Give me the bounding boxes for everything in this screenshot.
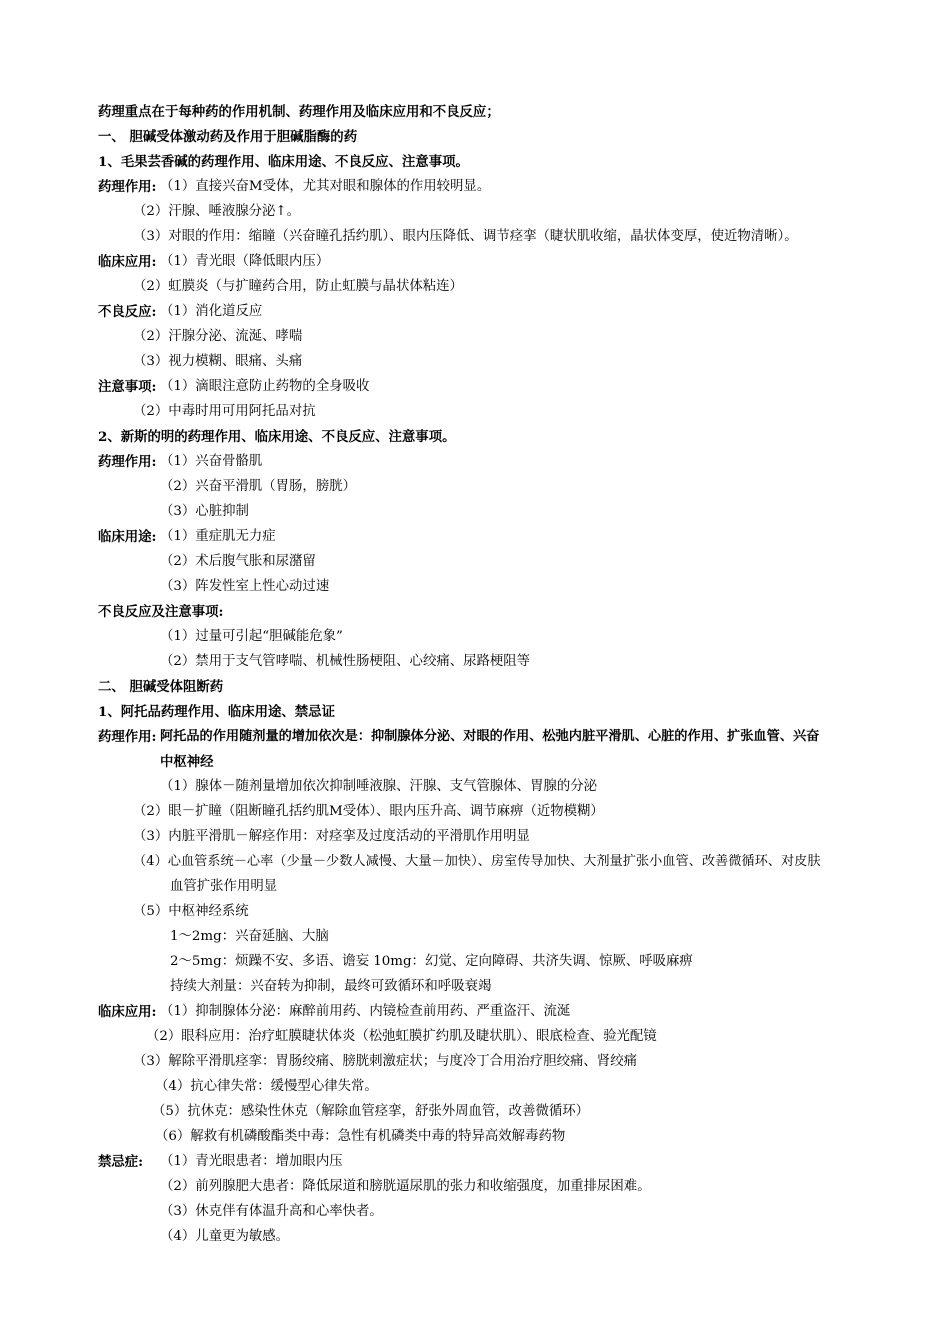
item-label: 临床应用:	[98, 254, 157, 270]
question-heading: 1、毛果芸香碱的药理作用、临床用途、不良反应、注意事项。	[98, 154, 469, 170]
list-item: （3）休克伴有体温升高和心率快者。	[160, 1204, 383, 1219]
item-label: 药理作用:	[98, 729, 157, 745]
list-item: （1）滴眼注意防止药物的全身吸收	[160, 379, 370, 394]
item-label: 注意事项:	[98, 379, 157, 395]
item-label: 不良反应:	[98, 304, 157, 320]
question-heading: 2、新斯的明的药理作用、临床用途、不良反应、注意事项。	[98, 429, 456, 445]
list-subitem: 持续大剂量：兴奋转为抑制，最终可致循环和呼吸衰竭	[170, 979, 492, 994]
list-item: （1）过量可引起“胆碱能危象”	[160, 629, 343, 644]
item-label: 药理作用:	[98, 179, 157, 195]
list-item: （2）前列腺肥大患者：降低尿道和膀胱逼尿肌的张力和收缩强度，加重排尿困难。	[160, 1179, 651, 1194]
list-item-cont: 血管扩张作用明显	[170, 879, 278, 894]
list-item: （4）心血管系统－心率（少量－少数人减慢、大量－加快）、房室传导加快、大剂量扩张小血管、改善微循环、对皮肤	[133, 854, 821, 869]
list-item: （2）汗腺、唾液腺分泌↑。	[133, 204, 301, 219]
question-heading: 1、阿托品药理作用、临床用途、禁忌证	[98, 704, 335, 720]
list-item: （3）视力模糊、眼痛、头痛	[133, 354, 303, 369]
list-item: （3）心脏抑制	[160, 504, 249, 519]
list-item: （2）术后腹气胀和尿潴留	[160, 554, 316, 569]
list-item: （1）消化道反应	[160, 304, 263, 319]
list-item: （1）兴奋骨骼肌	[160, 454, 263, 469]
list-item: （1）抑制腺体分泌：麻醉前用药、内镜检查前用药、严重盗汗、流涎	[160, 1004, 571, 1019]
list-item: （4）抗心律失常：缓慢型心律失常。	[155, 1079, 378, 1094]
dose-order-summary-cont: 中枢神经	[160, 754, 214, 770]
list-item: （4）儿童更为敏感。	[160, 1229, 290, 1244]
intro-line: 药理重点在于每种药的作用机制、药理作用及临床应用和不良反应；	[98, 104, 500, 120]
list-item: （1）重症肌无力症	[160, 529, 276, 544]
list-item: （2）汗腺分泌、流涎、哮喘	[133, 329, 303, 344]
section-heading-1: 一、 胆碱受体激动药及作用于胆碱脂酶的药	[98, 129, 358, 145]
list-item: （1）青光眼（降低眼内压）	[160, 254, 330, 269]
list-item: （5）中枢神经系统	[133, 904, 249, 919]
list-item: （1）腺体－随剂量增加依次抑制唾液腺、汗腺、支气管腺体、胃腺的分泌	[160, 779, 598, 794]
list-item: （2）眼科应用：治疗虹膜睫状体炎（松弛虹膜扩约肌及睫状肌）、眼底检查、验光配镜	[146, 1029, 657, 1044]
section-heading-2: 二、 胆碱受体阻断药	[98, 679, 224, 695]
list-item: （1）直接兴奋M受体，尤其对眼和腺体的作用较明显。	[160, 179, 491, 194]
list-item: （2）中毒时用可用阿托品对抗	[133, 404, 316, 419]
item-label: 禁忌症:	[98, 1154, 144, 1170]
dose-order-summary: 阿托品的作用随剂量的增加依次是：抑制腺体分泌、对眼的作用、松弛内脏平滑肌、心脏的作用、扩张血管、兴奋	[160, 729, 820, 744]
list-item: （6）解救有机磷酸酯类中毒：急性有机磷类中毒的特异高效解毒药物	[155, 1129, 566, 1144]
list-item: （2）兴奋平滑肌（胃肠，膀胱）	[160, 479, 356, 494]
item-label: 临床应用:	[98, 1004, 157, 1020]
item-label: 临床用途:	[98, 529, 157, 545]
list-item: （3）阵发性室上性心动过速	[160, 579, 330, 594]
list-item: （1）青光眼患者：增加眼内压	[160, 1154, 343, 1169]
list-item: （2）禁用于支气管哮喘、机械性肠梗阻、心绞痛、尿路梗阻等	[160, 654, 531, 669]
list-subitem: 1～2mg：兴奋延脑、大脑	[170, 929, 329, 944]
list-item: （2）眼－扩瞳（阻断瞳孔括约肌M受体）、眼内压升高、调节麻痹（近物模糊）	[133, 804, 604, 819]
list-item: （3）对眼的作用：缩瞳（兴奋瞳孔括约肌）、眼内压降低、调节痉挛（睫状肌收缩，晶状体变厚，使近物清晰）。	[133, 229, 798, 244]
item-label: 药理作用:	[98, 454, 157, 470]
list-item: （2）虹膜炎（与扩瞳药合用，防止虹膜与晶状体粘连）	[133, 279, 463, 294]
list-subitem: 2～5mg：烦躁不安、多语、谵妄 10mg：幻觉、定向障碍、共济失调、惊厥、呼吸麻痹	[170, 954, 693, 969]
list-item: （5）抗休克：感染性休克（解除血管痉挛，舒张外周血管，改善微循环）	[152, 1104, 590, 1119]
item-label: 不良反应及注意事项:	[98, 604, 224, 620]
list-item: （3）解除平滑肌痉挛：胃肠绞痛、膀胱刺激症状；与度冷丁合用治疗胆绞痛、肾绞痛	[133, 1054, 637, 1069]
list-item: （3）内脏平滑肌－解痉作用：对痉挛及过度活动的平滑肌作用明显	[133, 829, 530, 844]
